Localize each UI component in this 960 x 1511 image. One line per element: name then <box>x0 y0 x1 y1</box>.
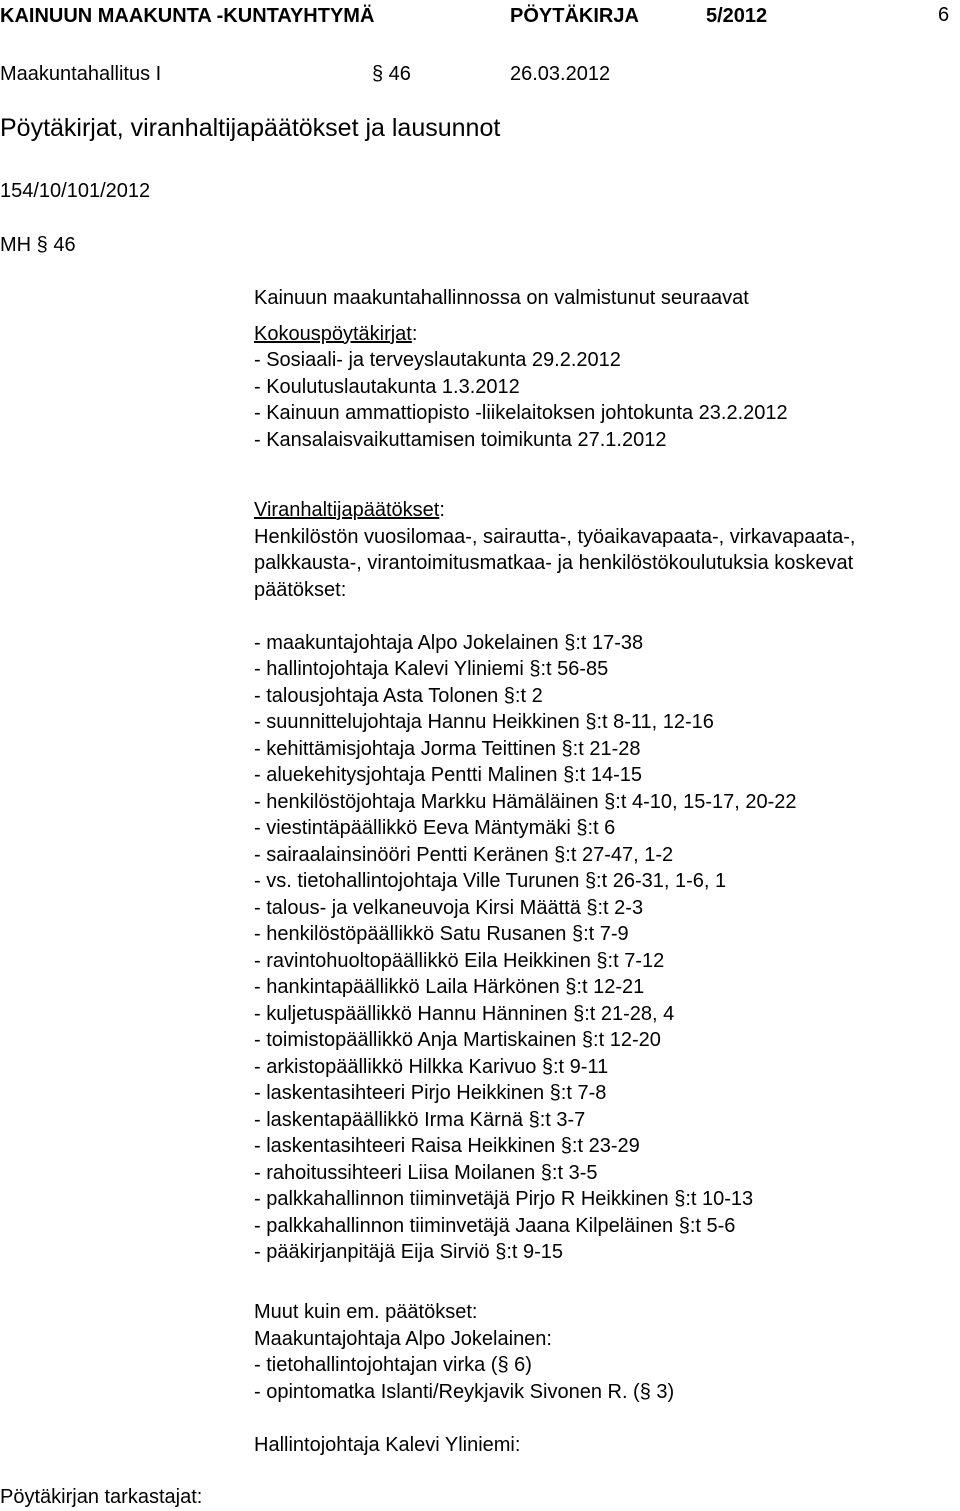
decision-item: - laskentapäällikkö Irma Kärnä §:t 3-7 <box>254 1108 586 1131</box>
header-page-number: 6 <box>938 4 950 26</box>
decision-item: - talousjohtaja Asta Tolonen §:t 2 <box>254 684 543 707</box>
decision-item: - maakuntajohtaja Alpo Jokelainen §:t 17-38 <box>254 631 644 654</box>
decision-item: - laskentasihteeri Pirjo Heikkinen §:t 7-8 <box>254 1082 607 1104</box>
other-item: - tietohallintojohtajan virka (§ 6) <box>254 1354 532 1376</box>
decision-item: - palkkahallinnon tiiminvetäjä Pirjo R Heikkinen §:t 10-13 <box>254 1188 754 1210</box>
decisions-heading-suffix: : <box>439 499 445 521</box>
decision-item: - ravintohuoltopäällikkö Eila Heikkinen §:t 7-12 <box>254 949 665 972</box>
header-section: § 46 <box>372 63 411 85</box>
decision-item: - henkilöstöjohtaja Markku Hämäläinen §:t 4-10, 15-17, 20-22 <box>254 790 797 813</box>
header-doc-type: PÖYTÄKIRJA <box>510 5 639 27</box>
minutes-heading-suffix: : <box>411 322 418 345</box>
decisions-heading-label: Viranhaltijapäätökset <box>254 499 440 521</box>
decision-item: - talous- ja velkaneuvoja Kirsi Määttä §:t 2-3 <box>254 896 644 919</box>
decision-item: - kuljetuspäällikkö Hannu Hänninen §:t 21-28, 4 <box>254 1002 675 1025</box>
other-heading: Muut kuin em. päätökset: <box>254 1301 478 1323</box>
decisions-list <box>254 630 855 1266</box>
minutes-heading <box>254 321 788 348</box>
other-item: - opintomatka Islanti/Reykjavik Sivonen R. (§ 3) <box>254 1380 675 1403</box>
decisions-description: palkkausta-, virantoimitusmatkaa- ja henkilöstökoulutuksia koskevat <box>254 552 854 574</box>
other-subheading: Maakuntajohtaja Alpo Jokelainen: <box>254 1327 552 1350</box>
decision-item: - pääkirjanpitäjä Eija Sirviö §:t 9-15 <box>254 1241 564 1263</box>
decision-item: - hankintapäällikkö Laila Härkönen §:t 12-21 <box>254 976 645 998</box>
decision-item: - henkilöstöpäällikkö Satu Rusanen §:t 7-9 <box>254 923 629 945</box>
header-body: Maakuntahallitus I <box>0 63 162 85</box>
header-date: 26.03.2012 <box>510 63 611 85</box>
minutes-item: - Kainuun ammattiopisto -liikelaitoksen johtokunta 23.2.2012 <box>254 402 788 424</box>
decision-item: - kehittämisjohtaja Jorma Teittinen §:t 21-28 <box>254 737 641 760</box>
decision-item: - toimistopäällikkö Anja Martiskainen §:t 12-20 <box>254 1029 661 1051</box>
minutes-heading-label: Kokouspöytäkirjat <box>254 322 412 345</box>
decision-item: - laskentasihteeri Raisa Heikkinen §:t 23-29 <box>254 1135 640 1157</box>
decisions-heading <box>254 497 855 524</box>
minutes-item: - Kansalaisvaikuttamisen toimikunta 27.1.2012 <box>254 428 667 451</box>
other-decisions-block <box>254 1299 674 1458</box>
header-doc-number: 5/2012 <box>706 5 768 27</box>
preparer-section: MH § 46 <box>0 234 76 256</box>
intro-text: Kainuun maakuntahallinnossa on valmistunut seuraavat <box>254 287 749 309</box>
decision-item: - aluekehitysjohtaja Pentti Malinen §:t 14-15 <box>254 764 643 786</box>
decision-item: - hallintojohtaja Kalevi Yliniemi §:t 56-85 <box>254 658 609 680</box>
page-title: Pöytäkirjat, viranhaltijapäätökset ja lausunnot <box>0 114 501 142</box>
minutes-item: - Koulutuslautakunta 1.3.2012 <box>254 375 520 398</box>
decision-item: - sairaalainsinööri Pentti Keränen §:t 27-47, 1-2 <box>254 843 674 866</box>
main-body <box>254 285 788 453</box>
footer-reviewers-label: Pöytäkirjan tarkastajat: <box>0 1486 203 1508</box>
minutes-item: - Sosiaali- ja terveyslautakunta 29.2.2012 <box>254 349 621 371</box>
decisions-block <box>254 497 855 1266</box>
decision-item: - vs. tietohallintojohtaja Ville Turunen §:t 26-31, 1-6, 1 <box>254 870 727 892</box>
decision-item: - rahoitussihteeri Liisa Moilanen §:t 3-5 <box>254 1161 598 1184</box>
header-org: KAINUUN MAAKUNTA -KUNTAYHTYMÄ <box>0 5 375 27</box>
decision-item: - viestintäpäällikkö Eeva Mäntymäki §:t 6 <box>254 817 616 839</box>
decisions-description: päätökset: <box>254 578 347 601</box>
other-subheading-2: Hallintojohtaja Kalevi Yliniemi: <box>254 1433 521 1456</box>
decisions-description: Henkilöstön vuosilomaa-, sairautta-, työaikavapaata-, virkavapaata-, <box>254 525 856 548</box>
minutes-list <box>254 347 788 453</box>
case-number: 154/10/101/2012 <box>0 180 151 202</box>
decision-item: - suunnittelujohtaja Hannu Heikkinen §:t 8-11, 12-16 <box>254 711 714 733</box>
decision-item: - palkkahallinnon tiiminvetäjä Jaana Kilpeläinen §:t 5-6 <box>254 1214 736 1237</box>
decision-item: - arkistopäällikkö Hilkka Karivuo §:t 9-11 <box>254 1055 609 1078</box>
